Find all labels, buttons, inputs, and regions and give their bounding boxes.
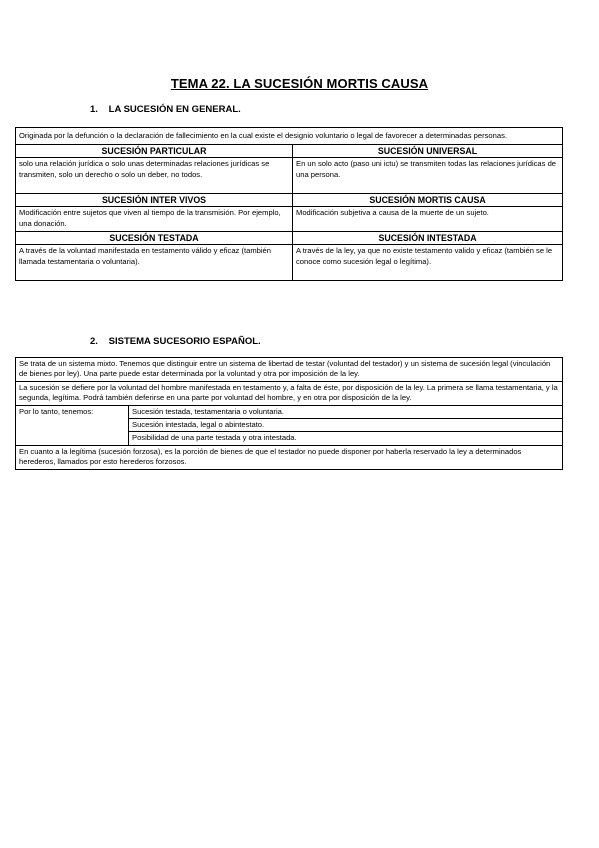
- header-sucesion-intestada: SUCESIÓN INTESTADA: [293, 232, 563, 245]
- sistema-sucesorio-table: [15, 357, 563, 470]
- section-1-title: LA SUCESIÓN EN GENERAL.: [108, 104, 241, 115]
- section-2-heading: [90, 336, 261, 347]
- text-sucesion-mortis-causa: Modificación subjetiva a causa de la muerte de un sujeto.: [293, 207, 563, 232]
- text-sucesion-intestada: A través de la ley, ya que no existe testamento valido y eficaz (también se le conoce como sucesión legal o legítima).: [293, 245, 563, 281]
- header-sucesion-testada: SUCESIÓN TESTADA: [16, 232, 293, 245]
- text-sucesion-particular: solo una relación jurídica o solo unas determinadas relaciones jurídicas se transmiten, solo un derecho o solo un deber, no todos.: [16, 158, 293, 194]
- list-label: Por lo tanto, tenemos:: [16, 405, 129, 445]
- text-sucesion-universal: En un solo acto (paso uni ictu) se transmiten todas las relaciones jurídicas de una persona.: [293, 158, 563, 194]
- section-1-heading: [90, 104, 241, 115]
- text-sucesion-inter-vivos: Modificación entre sujetos que viven al tiempo de la transmisión. Por ejemplo, una donación.: [16, 207, 293, 232]
- succession-types-table: [15, 127, 563, 281]
- header-sucesion-particular: SUCESIÓN PARTICULAR: [16, 145, 293, 158]
- section-1-number: 1.: [90, 104, 98, 115]
- section-2-title: SISTEMA SUCESORIO ESPAÑOL.: [108, 336, 261, 347]
- intro-cell: Originada por la defunción o la declaración de fallecimiento en la cual existe el designio voluntario o legal de favorecer a determinadas personas.: [16, 128, 563, 145]
- paragraph-sucesion-defiere: La sucesión se defiere por la voluntad del hombre manifestada en testamento y, a falta de éste, por disposición de la ley. La primera se llama testamentaria, y la segunda, legítima. Podrá también deferirse en una parte por voluntad del hombre, y en otra por disposición de la ley.: [16, 381, 563, 405]
- list-item-mixta: Posibilidad de una parte testada y otra intestada.: [129, 432, 563, 445]
- header-sucesion-inter-vivos: SUCESIÓN INTER VIVOS: [16, 194, 293, 207]
- document-title: TEMA 22. LA SUCESIÓN MORTIS CAUSA: [170, 76, 429, 91]
- list-item-intestada: Sucesión intestada, legal o abintestato.: [129, 419, 563, 432]
- text-sucesion-testada: A través de la voluntad manifestada en testamento válido y eficaz (también llamada testamentaria o voluntaria).: [16, 245, 293, 281]
- header-sucesion-mortis-causa: SUCESIÓN MORTIS CAUSA: [293, 194, 563, 207]
- paragraph-legitima: En cuanto a la legítima (sucesión forzosa), es la porción de bienes de que el testador no puede disponer por haberla reservado la ley a determinados herederos, llamados por esto herederos forzosos.: [16, 445, 563, 469]
- section-2-number: 2.: [90, 336, 98, 347]
- paragraph-sistema-mixto: Se trata de un sistema mixto. Tenemos que distinguir entre un sistema de libertad de testar (voluntad del testador) y un sistema de sucesión legal (vinculación de bienes por ley). Una parte puede estar determinada por la voluntad y otra por imposición de la ley.: [16, 358, 563, 382]
- header-sucesion-universal: SUCESIÓN UNIVERSAL: [293, 145, 563, 158]
- list-item-testada: Sucesión testada, testamentaria o voluntaria.: [129, 405, 563, 418]
